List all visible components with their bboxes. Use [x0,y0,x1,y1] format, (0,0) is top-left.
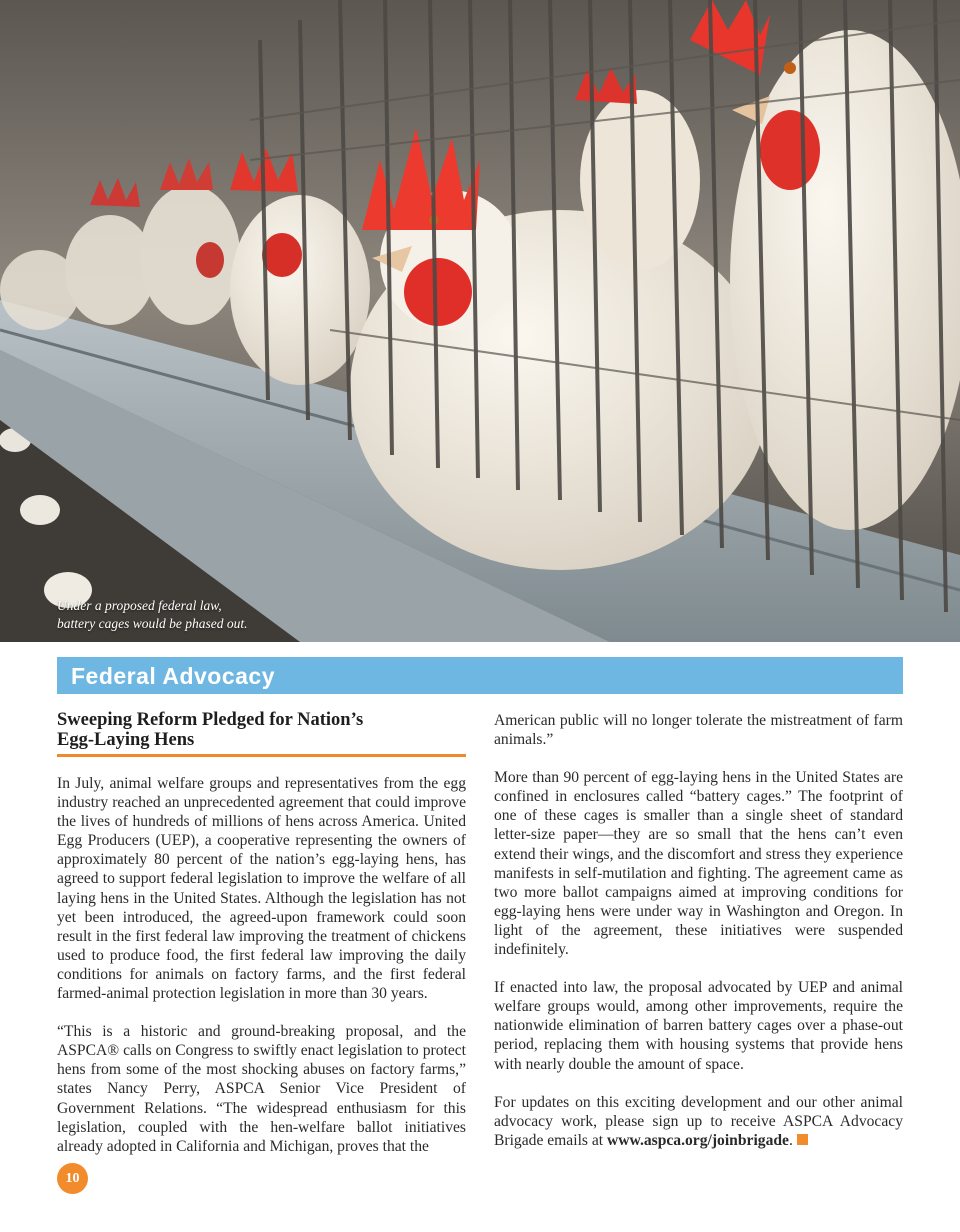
wattle [404,258,472,326]
section-title: Federal Advocacy [71,663,276,689]
paragraph-2: “This is a historic and ground-breaking proposal, and the ASPCA® calls on Congress to swiftly enact legislation to protect hens from some of the most shocking abuses on factory farms,” states Nancy Perry, ASPCA Senior Vice President of Government Relations. “The widespread enthusiasm for this legislation, coupled with the hen-welfare ballot initiatives already adopted in California and Michigan, proves that the [57,1023,466,1155]
end-of-article-mark [797,1134,808,1145]
paragraph-6-end: . [788,1131,793,1149]
page-number: 10 [57,1163,88,1194]
section-banner [57,657,903,694]
headline-divider [57,754,466,757]
brigade-link[interactable]: www.aspca.org/joinbrigade [607,1131,789,1149]
caption-line-1: Under a proposed federal law, [57,598,222,613]
article-headline [57,710,466,754]
photo-caption [57,597,247,633]
paragraph-6-text: For updates on this exciting development and our other animal advocacy work, please sign up to receive ASPCA Advocacy Brigade emails at [494,1093,903,1149]
article-column-left [57,708,466,1175]
paragraph-1: In July, animal welfare groups and representatives from the egg industry reached an unprecedented agreement that could improve the lives of hundreds of millions of hens across America. United Egg Producers (UEP), a cooperative representing the owners of approximately 80 percent of the nation’s egg-laying hens, has agreed to support federal legislation to improve the welfare of all laying hens in the United States. Although the legislation has not yet been introduced, the agreed-upon framework could soon result in the first federal law improving the treatment of chickens used to produce food, the first federal law improving the daily conditions for animals on factory farms, and the first federal farmed-animal protection legislation in more than 30 years. [57,775,466,1003]
paragraph-4: More than 90 percent of egg-laying hens in the United States are confined in enclosures called “battery cages.” The footprint of one of these cages is smaller than a single sheet of standard letter-size paper—they are so small that the hens can’t even extend their wings, and the discomfort and stress they experience manifests in self-mutilation and fighting. The agreement came as two more ballot campaigns aimed at improving conditions for egg-laying hens were under way in Washington and Oregon. In light of the agreement, these initiatives were suspended indefinitely. [494,769,903,959]
headline-line-1: Sweeping Reform Pledged for Nation’s [57,710,364,730]
headline-line-2: Egg-Laying Hens [57,730,195,750]
caption-line-2: battery cages would be phased out. [57,616,248,631]
paragraph-5: If enacted into law, the proposal advocated by UEP and animal welfare groups would, among other improvements, require the nationwide elimination of barren battery cages over a phase-out period, replacing them with housing systems that provide hens with nearly double the amount of space. [494,979,903,1073]
paragraph-3: American public will no longer tolerate the mistreatment of farm animals.” [494,712,903,749]
article-column-right [494,711,903,1169]
egg [20,495,60,525]
paragraph-6 [494,1093,903,1150]
